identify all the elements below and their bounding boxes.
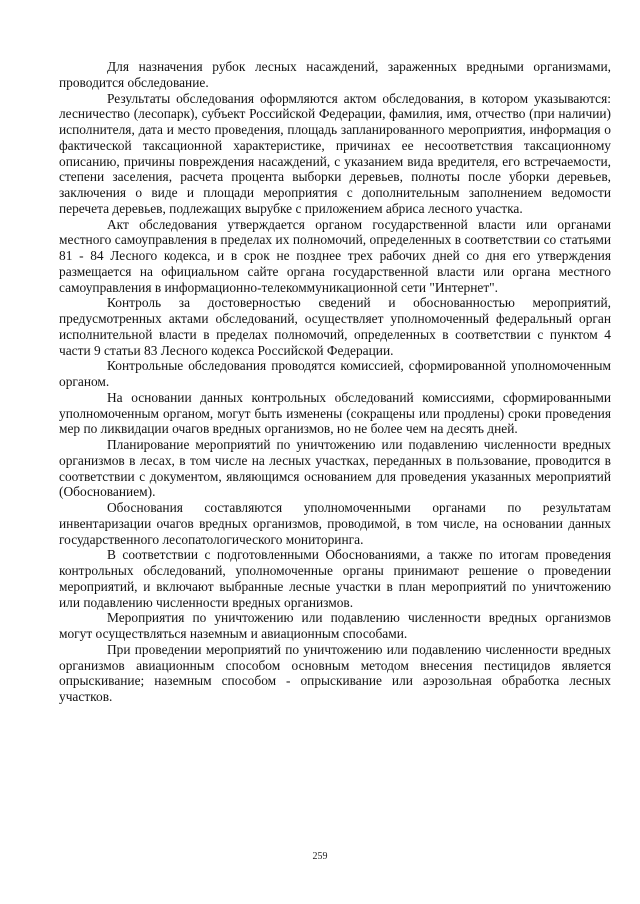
document-body [59, 59, 611, 705]
paragraph-9: В соответствии с подготовленными Обоснованиями, а также по итогам проведения контрольных обследований, уполномоченные органы принимают решение о проведении мероприятий, и включают выбранные лесные участки в план мероприятий по уничтожению или подавлению численности вредных организмов. [59, 547, 611, 610]
paragraph-1: Для назначения рубок лесных насаждений, зараженных вредными организмами, проводится обследование. [59, 59, 611, 90]
paragraph-6: На основании данных контрольных обследований комиссиями, сформированными уполномоченным органом, могут быть изменены (сокращены или продлены) сроки проведения мер по ликвидации очагов вредных организмов, но не более чем на десять дней. [59, 389, 611, 437]
paragraph-3: Акт обследования утверждается органом государственной власти или органами местного самоуправления в пределах их полномочий, определенных в соответствии со статьями 81 - 84 Лесного кодекса, и в срок не позднее трех рабочих дней со дня его утверждения размещается на официальном сайте органа государственной власти или органа местного самоуправления в информационно-телекоммуникационной сети "Интернет". [59, 216, 611, 295]
page-number: 259 [312, 851, 328, 862]
paragraph-10: Мероприятия по уничтожению или подавлению численности вредных организмов могут осуществляться наземным и авиационным способами. [59, 610, 611, 641]
paragraph-5: Контрольные обследования проводятся комиссией, сформированной уполномоченным органом. [59, 358, 611, 389]
paragraph-8: Обоснования составляются уполномоченными органами по результатам инвентаризации очагов вредных организмов, проводимой, в том числе, на основании данных государственного лесопатологического мониторинга. [59, 500, 611, 547]
paragraph-7: Планирование мероприятий по уничтожению или подавлению численности вредных организмов в лесах, в том числе на лесных участках, переданных в пользование, проводится в соответствии с документом, являющимся основанием для проведения указанных мероприятий (Обоснованием). [59, 437, 611, 500]
paragraph-2: Результаты обследования оформляются актом обследования, в котором указываются: лесничество (лесопарк), субъект Российской Федерации, фамилия, имя, отчество (при наличии) исполнителя, дата и место проведения, площадь запланированного мероприятия, информация о фактической таксационной характеристике, причинах ее несоответствия таксационному описанию, причины повреждения насаждений, с указанием вида вредителя, его встречаемости, степени заселения, расчета процента выборки деревьев, полноты после уборки деревьев, заключения о виде и площади мероприятия с дополнительным заполнением ведомости перечета деревьев, подлежащих вырубке с приложением абриса лесного участка. [59, 90, 611, 216]
paragraph-11: При проведении мероприятий по уничтожению или подавлению численности вредных организмов авиационным способом основным методом внесения пестицидов является опрыскивание; наземным способом - опрыскивание или аэрозольная обработка лесных участков. [59, 641, 611, 704]
paragraph-4: Контроль за достоверностью сведений и обоснованностью мероприятий, предусмотренных актами обследований, осуществляет уполномоченный федеральный орган исполнительной власти в пределах полномочий, определенных в соответствии с пунктом 4 части 9 статьи 83 Лесного кодекса Российской Федерации. [59, 295, 611, 358]
